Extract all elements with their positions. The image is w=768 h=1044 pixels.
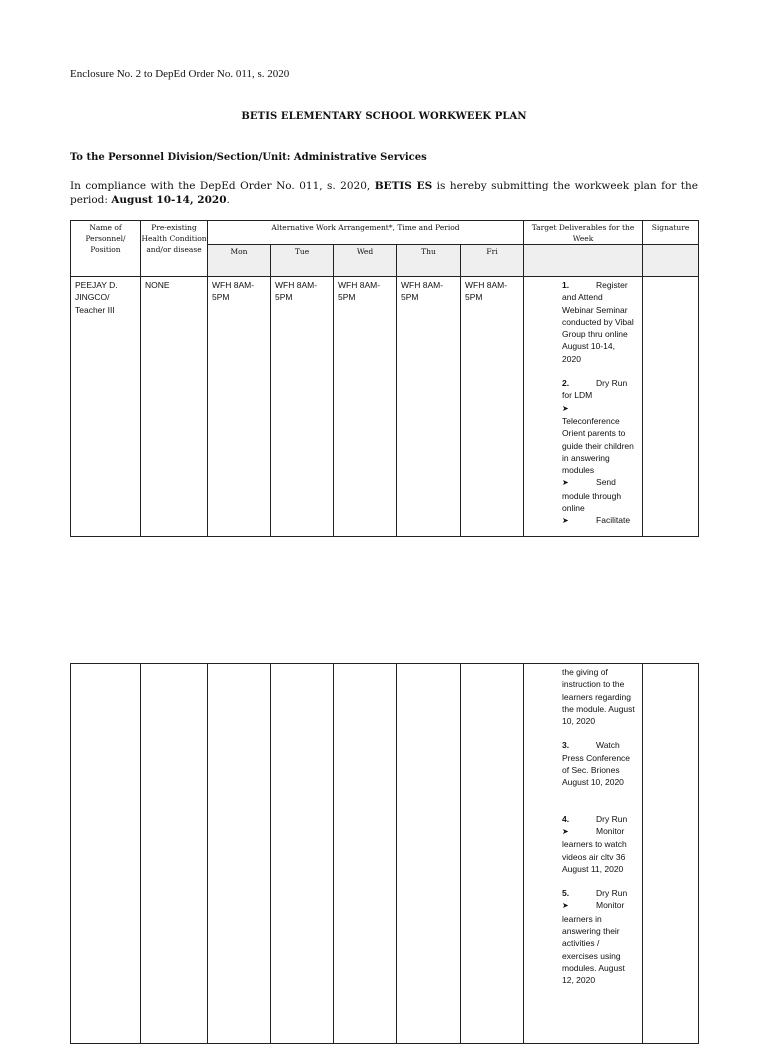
schedule-mon: WFH 8AM-5PM: [208, 277, 271, 537]
deliverable-2-sub-c: ➤ Facilitate: [562, 514, 636, 527]
header-day-fri: Fri: [461, 245, 524, 277]
compliance-text-mid: is hereby submitting the workweek plan for the period:: [70, 180, 698, 206]
deliverable-5-number: 5.: [562, 888, 570, 899]
deliverable-1: [562, 279, 636, 365]
deliverable-5-title: Dry Run: [596, 888, 628, 899]
header-day-mon: Mon: [208, 245, 271, 277]
header-day-thu: Thu: [397, 245, 461, 277]
arrow-bullet-icon: ➤: [562, 403, 569, 413]
deliverable-2-title: Dry Run for LDM: [562, 378, 628, 401]
header-day-tue: Tue: [271, 245, 334, 277]
compliance-text-start: In compliance with the DepEd Order No. 011, s. 2020,: [70, 180, 375, 192]
arrow-bullet-icon: ➤: [562, 901, 569, 911]
workweek-table: [70, 220, 699, 537]
compliance-paragraph: [70, 179, 698, 207]
arrow-bullet-icon: ➤: [562, 478, 569, 488]
signature-cell-cont: [643, 664, 699, 1044]
deliverable-4-title: Dry Run: [596, 813, 628, 824]
document-title: BETIS ELEMENTARY SCHOOL WORKWEEK PLAN: [241, 111, 527, 122]
deliverables-cell-cont: [524, 664, 643, 1044]
personnel-name: PEEJAY D. JINGCO/ Teacher III: [71, 277, 141, 537]
health-condition-cont: [141, 664, 208, 1044]
deliverable-5: [562, 887, 636, 899]
deliverable-1-number: 1.: [562, 280, 570, 290]
table-row: [71, 277, 699, 537]
deliverable-3-text: Watch Press Conference of Sec. Briones August 10, 2020: [562, 740, 631, 788]
deliverable-3-number: 3.: [562, 740, 570, 751]
personnel-name-cont: [71, 664, 141, 1044]
deliverable-2-number: 2.: [562, 378, 570, 389]
deliverable-4-number: 4.: [562, 813, 570, 824]
header-deliverables: Target Deliverables for the Week: [524, 221, 643, 245]
deliverables-cell: [524, 277, 643, 537]
schedule-thu-cont: [397, 664, 461, 1044]
header-work-arrangement: Alternative Work Arrangement*, Time and Period: [208, 221, 524, 245]
deliverable-5-sub-a: ➤ Monitor learners in answering their activities / exercises using modules. August 12, 2020: [562, 900, 625, 986]
compliance-text-end: .: [226, 194, 230, 206]
addressee-line: To the Personnel Division/Section/Unit: Administrative Services: [70, 152, 427, 163]
arrow-bullet-icon: ➤: [562, 826, 569, 836]
schedule-wed-cont: [334, 664, 397, 1044]
deliverable-4-sub-a: ➤ Monitor learners to watch videos air cltv 36 August 11, 2020: [562, 825, 627, 874]
deliverable-2-sub-a: ➤Teleconference Orient parents to guide their children in answering modules: [562, 403, 634, 476]
header-day-wed: Wed: [334, 245, 397, 277]
schedule-fri-cont: [461, 664, 524, 1044]
header-name-position: Name of Personnel/ Position: [71, 221, 141, 277]
deliverable-1-text: Register and Attend Webinar Seminar conducted by Vibal Group thru online August 10-14, 2020: [562, 280, 634, 364]
schedule-mon-cont: [208, 664, 271, 1044]
schedule-tue-cont: [271, 664, 334, 1044]
schedule-fri: WFH 8AM-5PM: [461, 277, 524, 537]
workweek-table-continued: [70, 663, 699, 1044]
header-signature: Signature: [643, 221, 699, 245]
period: August 10-14, 2020: [111, 194, 227, 206]
enclosure-note: Enclosure No. 2 to DepEd Order No. 011, s. 2020: [70, 68, 290, 80]
deliverable-2-sub-b: ➤ Send module through online: [562, 477, 622, 514]
schedule-thu: WFH 8AM-5PM: [397, 277, 461, 537]
health-condition: NONE: [141, 277, 208, 537]
arrow-bullet-icon: ➤: [562, 516, 569, 526]
signature-cell: [643, 277, 699, 537]
schedule-wed: WFH 8AM-5PM: [334, 277, 397, 537]
header-signature-blank: [643, 245, 699, 277]
deliverable-4: [562, 813, 636, 825]
deliverable-3: [562, 739, 636, 788]
deliverable-2-sub-c-cont: the giving of instruction to the learners regarding the module. August 10, 2020: [562, 667, 635, 727]
header-health-condition: Pre-existing Health Condition and/or disease: [141, 221, 208, 277]
schedule-tue: WFH 8AM-5PM: [271, 277, 334, 537]
deliverable-2: [562, 377, 636, 402]
school-name: BETIS ES: [374, 180, 433, 192]
table-row: [71, 664, 699, 1044]
header-deliverables-blank: [524, 245, 643, 277]
